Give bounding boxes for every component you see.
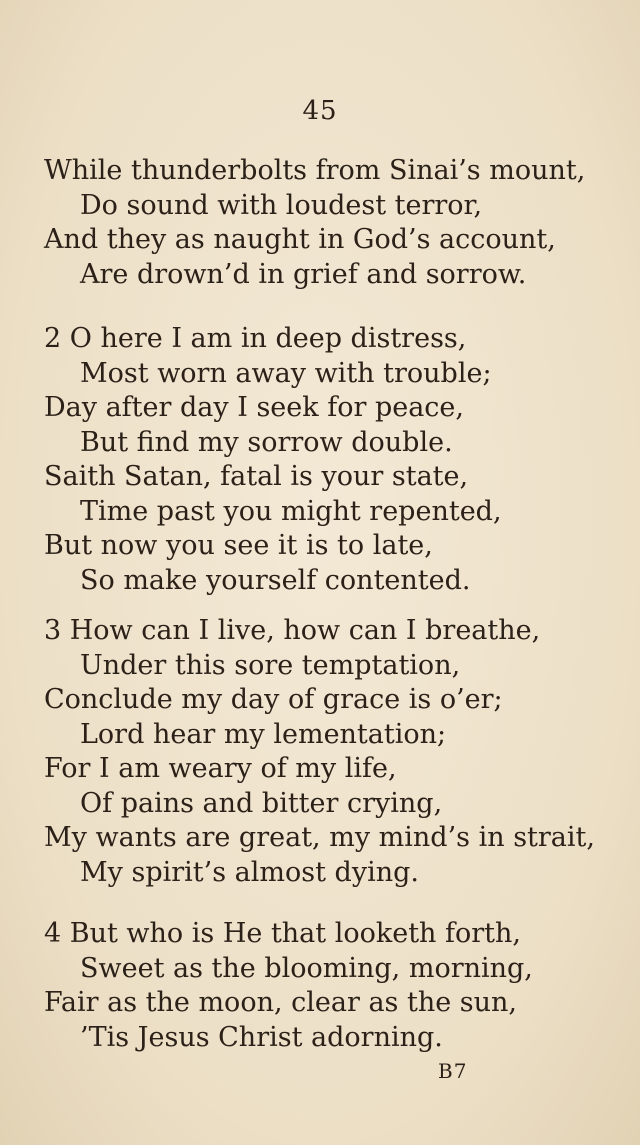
verse-line: Of pains and bitter crying, — [80, 787, 443, 819]
verse-line: 3 How can I live, how can I breathe, — [44, 615, 541, 646]
verse-line: 4 But who is He that looketh forth, — [44, 918, 521, 949]
verse-line: Time past you might repented, — [80, 495, 502, 527]
verse-line: But find my sorrow double. — [80, 426, 453, 458]
verse-line: Saith Satan, fatal is your state, — [44, 461, 469, 492]
verse-line: For I am weary of my life, — [44, 753, 397, 784]
verse-line: Are drown’d in grief and sorrow. — [80, 258, 527, 290]
verse-line: My wants are great, my mind’s in strait, — [44, 822, 595, 853]
verse-line: Under this sore temptation, — [80, 649, 461, 681]
verse-line: Sweet as the blooming, morning, — [80, 952, 533, 984]
verse-line: But now you see it is to late, — [44, 530, 433, 561]
verse-line: And they as naught in God’s account, — [44, 224, 556, 255]
verse-line: Lord hear my lementation; — [80, 718, 447, 750]
verse-3 — [44, 614, 634, 890]
verse-line: Day after day I seek for peace, — [44, 392, 464, 423]
verse-line: Most worn away with trouble; — [80, 357, 492, 389]
verse-line: So make yourself contented. — [80, 564, 471, 596]
signature-mark: B7 — [438, 1059, 468, 1083]
verse-line: While thunderbolts from Sinai’s mount, — [44, 155, 586, 186]
verse-2 — [44, 322, 634, 598]
verse-line: 2 O here I am in deep distress, — [44, 323, 467, 354]
verse-line: Fair as the moon, clear as the sun, — [44, 987, 518, 1018]
verse-line: My spirit’s almost dying. — [80, 856, 419, 888]
verse-line: ’Tis Jesus Christ adorning. — [80, 1021, 443, 1053]
verse-intro — [44, 154, 634, 292]
verse-4 — [44, 917, 634, 1055]
page-number: 45 — [302, 96, 338, 126]
verse-line: Conclude my day of grace is o’er; — [44, 684, 503, 715]
verse-line: Do sound with loudest terror, — [80, 189, 483, 221]
